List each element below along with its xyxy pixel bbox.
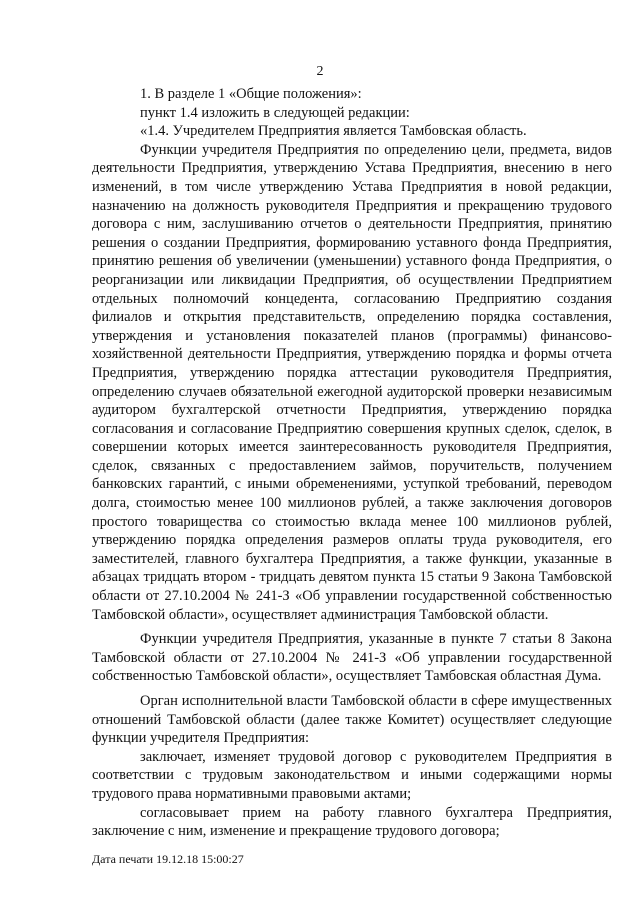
paragraph-chief-accountant: согласовывает прием на работу главного бухгалтера Предприятия, заключение с ним, изменение и прекращение трудового договора; bbox=[92, 804, 612, 840]
paragraph-labor-contract: заключает, изменяет трудовой договор с руководителем Предприятия в соответствии с трудовым законодательством и иными содержащими нормы трудового права нормативными правовыми актами; bbox=[92, 748, 612, 802]
paragraph-duma-functions: Функции учредителя Предприятия, указанные в пункте 7 статьи 8 Закона Тамбовской области от 27.10.2004 № 241-З «Об управлении государственной собственностью Тамбовской области», осуществляет Тамбовская областная Дума. bbox=[92, 631, 612, 685]
page-number: 2 bbox=[316, 64, 324, 79]
paragraph-section-intro: 1. В разделе 1 «Общие положения»: bbox=[140, 86, 362, 102]
document-body bbox=[92, 85, 612, 841]
paragraph-committee-functions: Орган исполнительной власти Тамбовской области в сфере имущественных отношений Тамбовской области (далее также Комитет) осуществляет следующие функции учредителя Предприятия: bbox=[92, 693, 612, 747]
paragraph-clause-1-4: «1.4. Учредителем Предприятия является Тамбовская область. bbox=[140, 123, 527, 140]
paragraph-founder-functions: Функции учредителя Предприятия по определению цели, предмета, видов деятельности Предприятия, утверждению Устава Предприятия, внесению в него изменений, в том числе утверждению Устава Предприятия в новой редакции, назначению на должность руководителя Предприятия и прекращению трудового договора с ним, заслушиванию отчетов о деятельности Предприятия, принятию решения о создании Предприятия, формированию уставного фонда Предприятия, принятию решения об увеличении (уменьшении) уставного фонда Предприятия, о реорганизации или ликвидации Предприятия, об осуществлении Предприятием отдельных полномочий концедента, согласованию Предприятию создания филиалов и открытия представительств, определению порядка составления, утверждения и установления показателей планов (программы) финансово-хозяйственной деятельности Предприятия, утверждению порядка и формы отчета Предприятия, утверждению порядка аттестации руководителя Предприятия, определению случаев обязательной ежегодной аудиторской проверки независимым аудитором бухгалтерской отчетности Предприятия, утверждению порядка согласования и согласование Предприятию совершения крупных сделок, сделок, в совершении которых имеется заинтересованность руководителя Предприятия, сделок, связанных с предоставлением займов, поручительств, получением банковских гарантий, с иными обременениями, уступкой требований, переводом долга, стоимостью менее 100 миллионов рублей, а также заключения договоров простого товарищества со стоимостью вклада менее 100 миллионов рублей, утверждению порядка определения размеров оплаты труда руководителя, его заместителей, главного бухгалтера Предприятия, а также функции, указанные в абзацах тридцать втором - тридцать девятом пункта 15 статьи 9 Закона Тамбовской области от 27.10.2004 № 241-З «Об управлении государственной собственностью Тамбовской области», осуществляет администрация Тамбовской области. bbox=[92, 141, 612, 623]
paragraph-clause-intro: пункт 1.4 изложить в следующей редакции: bbox=[140, 104, 410, 121]
print-date-footer: Дата печати 19.12.18 15:00:27 bbox=[92, 852, 244, 866]
